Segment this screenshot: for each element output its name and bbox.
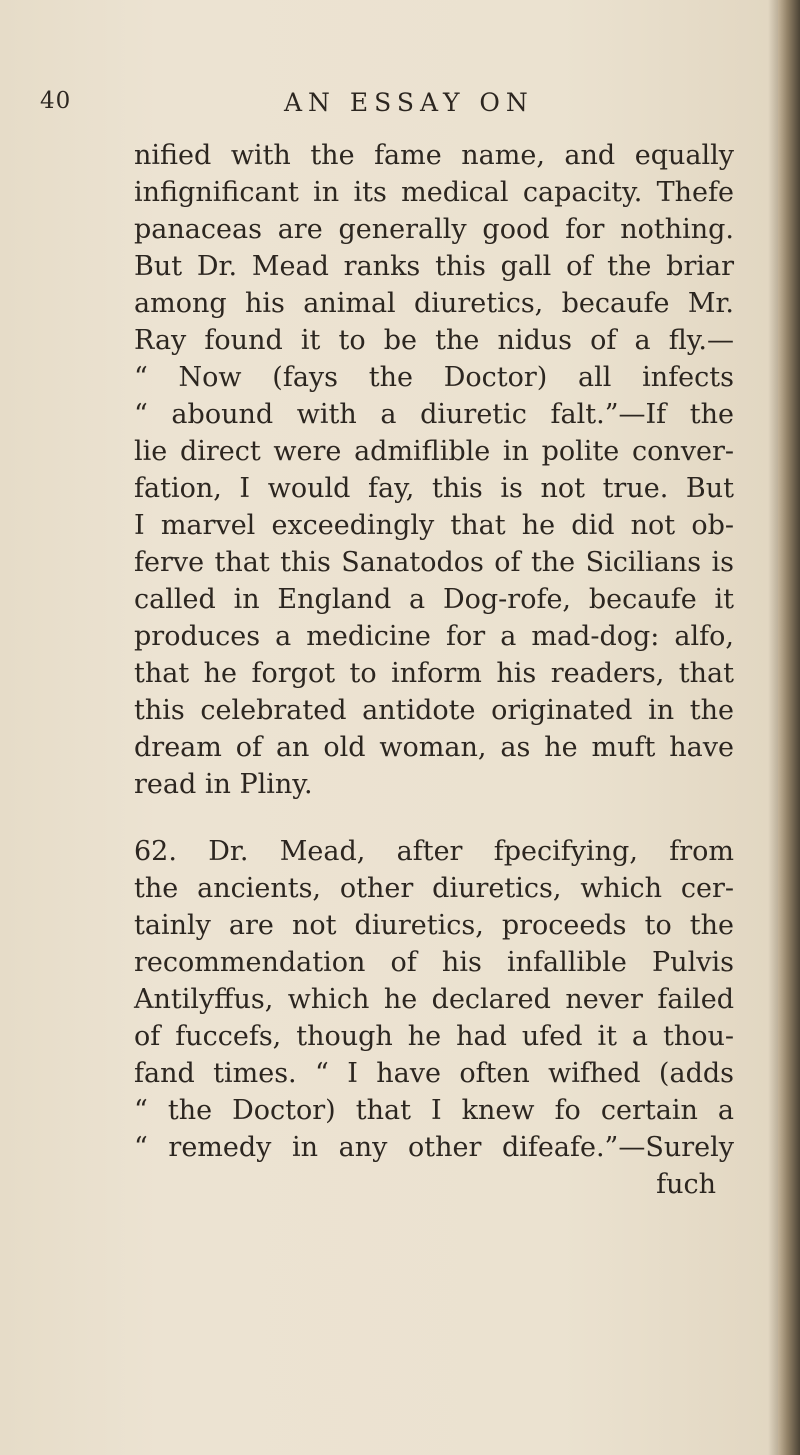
text-line: tainly are not diuretics, proceeds to the [134,910,734,941]
text-line: of fuccefs, though he had ufed it a thou- [134,1021,734,1052]
text-line: fand times. “ I have often wifhed (adds [134,1058,734,1089]
text-line: that he forgot to inform his readers, that [134,658,734,689]
page-edge [778,0,800,1455]
text-line: read in Pliny. [134,769,313,800]
page-gutter-shadow [768,0,778,1455]
text-line: Ray found it to be the nidus of a fly.— [134,325,734,356]
text-line: ferve that this Sanatodos of the Sicilians is [134,547,734,578]
text-line: 62. Dr. Mead, after fpecifying, from [134,836,734,867]
text-line: dream of an old woman, as he muft have [134,732,734,763]
text-line: I marvel exceedingly that he did not ob- [134,510,734,541]
text-line: produces a medicine for a mad-dog: alfo, [134,621,734,652]
text-line: “ the Doctor) that I knew fo certain a [134,1095,734,1126]
text-line: Antilyffus, which he declared never failed [134,984,734,1015]
text-line: among his animal diuretics, becaufe Mr. [134,288,734,319]
text-line: But Dr. Mead ranks this gall of the briar [134,251,734,282]
text-line: the ancients, other diuretics, which cer- [134,873,734,904]
page-header [40,88,740,122]
text-line: “ Now (fays the Doctor) all infects [134,362,734,393]
text-line: “ remedy in any other difeafe.”—Surely [134,1132,734,1163]
catchword: fuch [656,1169,716,1200]
text-line: “ abound with a diuretic falt.”—If the [134,399,734,430]
text-line: recommendation of his infallible Pulvis [134,947,734,978]
running-head: AN ESSAY ON [284,88,534,117]
text-line: lie direct were admiflible in polite conver- [134,436,734,467]
text-line: panaceas are generally good for nothing. [134,214,734,245]
text-line: fation, I would fay, this is not true. But [134,473,734,504]
text-line: this celebrated antidote originated in the [134,695,734,726]
page-number: 40 [40,88,72,114]
body-text [134,137,734,1203]
text-line: infignificant in its medical capacity. Thefe [134,177,734,208]
text-line: nified with the fame name, and equally [134,140,734,171]
text-line: called in England a Dog-rofe, becaufe it [134,584,734,615]
